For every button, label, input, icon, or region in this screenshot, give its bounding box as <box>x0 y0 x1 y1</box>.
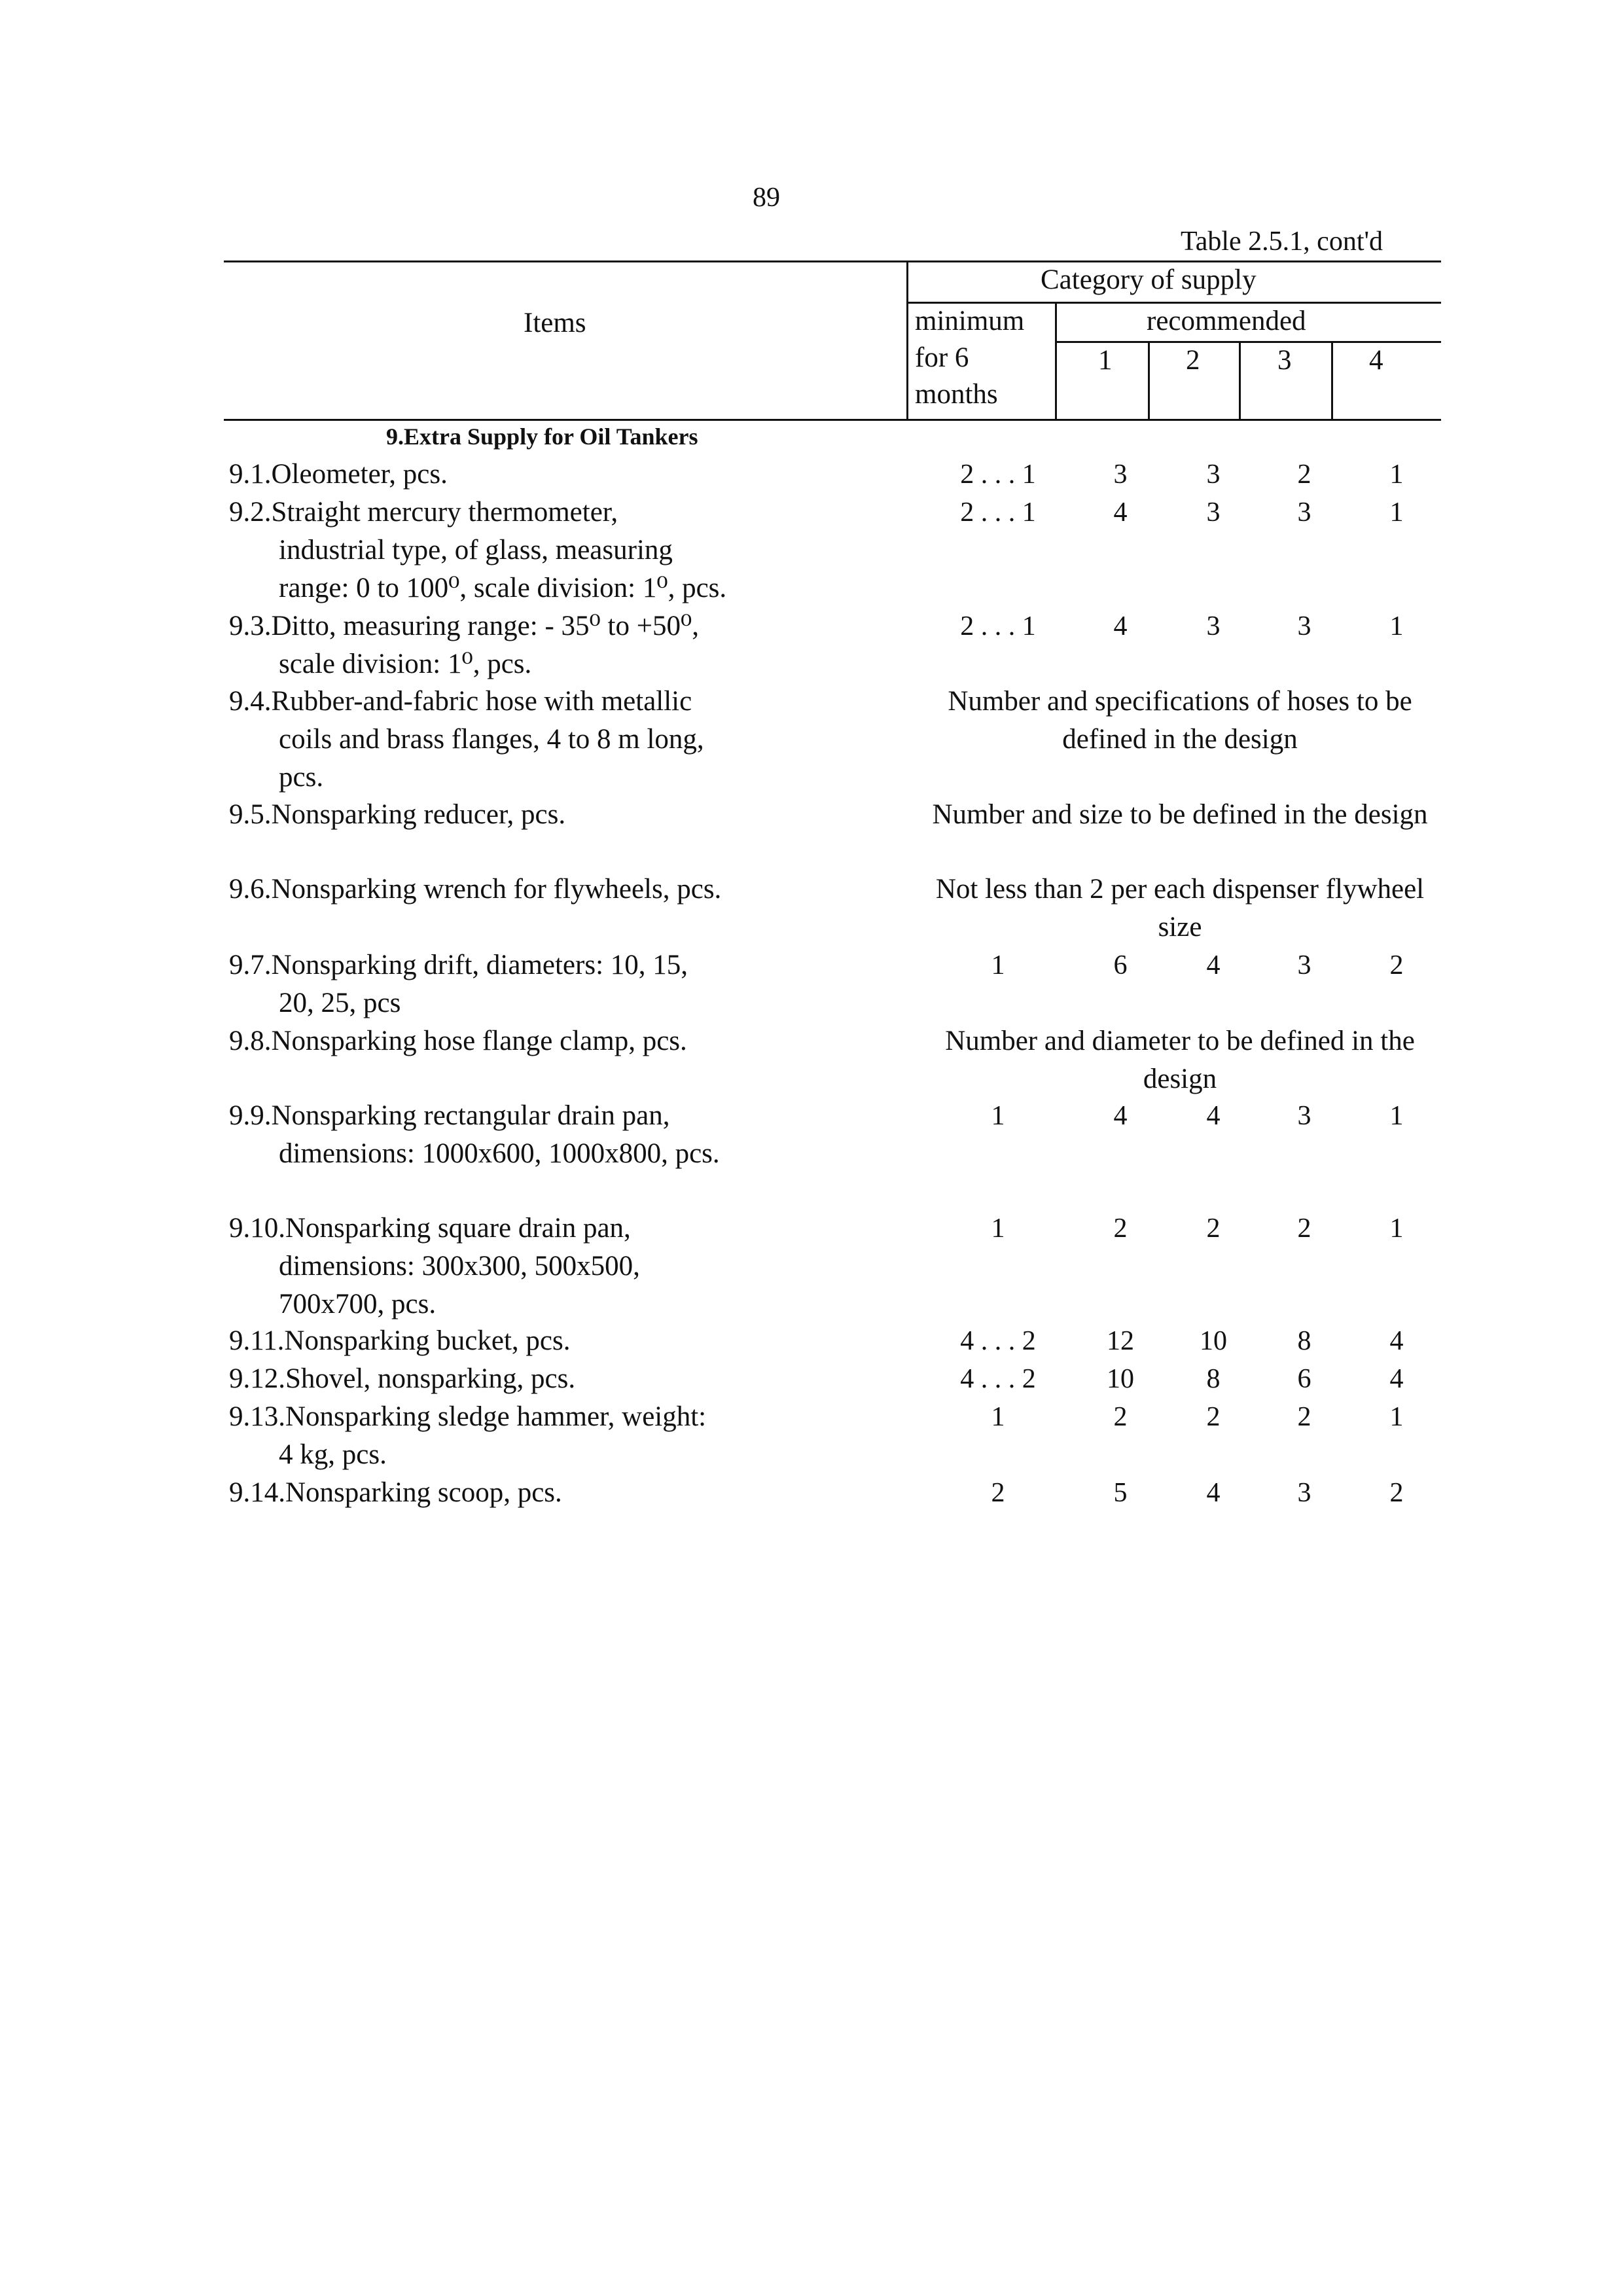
value-cat-4: 1 <box>1389 1402 1404 1432</box>
value-cat-3: 3 <box>1297 497 1311 528</box>
header-bottom-rule <box>224 419 1441 421</box>
header-recommended: recommended <box>1147 306 1306 336</box>
item-description <box>229 1398 818 1474</box>
value-cat-3: 3 <box>1297 611 1311 641</box>
item-label: 9.3.Ditto, measuring range: - 35⁰ to +50⁰, <box>229 611 699 641</box>
value-cat-2: 3 <box>1206 497 1221 528</box>
header-vline-minimum <box>1055 302 1057 420</box>
value-note: Number and specifications of hoses to be defined in the design <box>948 686 1412 755</box>
header-vline-col3 <box>1239 341 1241 420</box>
item-description <box>229 1360 818 1398</box>
item-label: 9.4.Rubber-and-fabric hose with metallic <box>229 686 692 717</box>
value-cat-4: 2 <box>1389 1478 1404 1508</box>
item-description <box>229 456 818 493</box>
header-col-2: 2 <box>1186 345 1200 376</box>
value-cat-4: 1 <box>1389 1101 1404 1131</box>
value-minimum: 2 . . . 1 <box>960 611 1036 641</box>
item-description <box>229 870 818 908</box>
value-cat-1: 4 <box>1113 611 1128 641</box>
header-vline-col4 <box>1331 341 1333 420</box>
value-cat-2: 3 <box>1206 459 1221 490</box>
item-label: 9.7.Nonsparking drift, diameters: 10, 15, <box>229 950 688 980</box>
value-cat-3: 8 <box>1297 1326 1311 1356</box>
value-cat-1: 10 <box>1107 1364 1134 1394</box>
item-label: 9.9.Nonsparking rectangular drain pan, <box>229 1100 670 1131</box>
value-cat-4: 1 <box>1389 497 1404 528</box>
item-label: 9.14.Nonsparking scoop, pcs. <box>229 1477 562 1508</box>
value-cat-1: 5 <box>1113 1478 1128 1508</box>
value-cat-2: 4 <box>1206 1101 1221 1131</box>
table-caption: Table 2.5.1, cont'd <box>1181 226 1383 257</box>
header-col-3: 3 <box>1277 345 1292 376</box>
item-label: 9.11.Nonsparking bucket, pcs. <box>229 1325 571 1356</box>
item-label-continued: 4 kg, pcs. <box>279 1439 387 1470</box>
value-cat-2: 8 <box>1206 1364 1221 1394</box>
item-description <box>229 796 818 834</box>
value-minimum: 1 <box>991 1402 1005 1432</box>
item-label: 9.12.Shovel, nonsparking, pcs. <box>229 1363 576 1394</box>
value-cat-3: 2 <box>1297 1402 1311 1432</box>
value-cat-3: 3 <box>1297 1478 1311 1508</box>
value-cat-3: 2 <box>1297 459 1311 490</box>
item-label-continued: scale division: 1⁰, pcs. <box>279 649 532 679</box>
header-minimum: minimum for 6 months <box>915 306 1025 410</box>
value-cat-4: 1 <box>1389 459 1404 490</box>
value-minimum: 1 <box>991 1101 1005 1131</box>
value-cat-4: 1 <box>1389 611 1404 641</box>
value-cat-2: 2 <box>1206 1402 1221 1432</box>
header-vline-items <box>906 260 908 420</box>
value-note: Number and diameter to be defined in the design <box>945 1026 1415 1094</box>
item-label: 9.10.Nonsparking square drain pan, <box>229 1213 631 1244</box>
item-label-continued: 20, 25, pcs <box>279 988 401 1018</box>
value-cat-2: 2 <box>1206 1213 1221 1244</box>
header-vline-col2 <box>1148 341 1150 420</box>
header-col-1: 1 <box>1098 345 1113 376</box>
value-note: Not less than 2 per each dispenser flywheel size <box>935 874 1425 942</box>
item-label-continued: industrial type, of glass, measuring range: 0 to 100⁰, scale division: 1⁰, pcs. <box>279 535 727 603</box>
item-label: 9.1.Oleometer, pcs. <box>229 459 448 490</box>
value-cat-1: 4 <box>1113 497 1128 528</box>
item-label-continued: dimensions: 1000x600, 1000x800, pcs. <box>279 1138 720 1169</box>
value-minimum: 4 . . . 2 <box>960 1364 1036 1394</box>
item-label: 9.13.Nonsparking sledge hammer, weight: <box>229 1401 707 1432</box>
header-col-4: 4 <box>1369 345 1383 376</box>
value-cat-4: 4 <box>1389 1364 1404 1394</box>
value-cat-2: 3 <box>1206 611 1221 641</box>
value-cat-1: 2 <box>1113 1213 1128 1244</box>
value-minimum: 1 <box>991 950 1005 980</box>
item-description <box>229 1210 818 1323</box>
value-minimum: 4 . . . 2 <box>960 1326 1036 1356</box>
item-description <box>229 1097 818 1173</box>
item-label-continued: coils and brass flanges, 4 to 8 m long, pcs. <box>279 724 704 793</box>
header-rule-recommended <box>1055 341 1441 343</box>
value-minimum: 2 . . . 1 <box>960 459 1036 490</box>
value-cat-3: 6 <box>1297 1364 1311 1394</box>
value-cat-1: 2 <box>1113 1402 1128 1432</box>
item-label: 9.5.Nonsparking reducer, pcs. <box>229 799 566 830</box>
value-cat-3: 3 <box>1297 950 1311 980</box>
value-minimum: 1 <box>991 1213 1005 1244</box>
value-cat-3: 3 <box>1297 1101 1311 1131</box>
item-description <box>229 1322 818 1360</box>
item-label: 9.6.Nonsparking wrench for flywheels, pcs. <box>229 874 722 905</box>
value-cat-2: 4 <box>1206 1478 1221 1508</box>
item-description <box>229 946 818 1022</box>
item-description <box>229 607 818 683</box>
item-label-continued: dimensions: 300x300, 500x500, 700x700, pcs. <box>279 1251 640 1319</box>
value-cat-4: 2 <box>1389 950 1404 980</box>
header-top-rule <box>224 260 1441 262</box>
value-cat-1: 12 <box>1107 1326 1134 1356</box>
value-cat-4: 1 <box>1389 1213 1404 1244</box>
item-description <box>229 1474 818 1512</box>
item-label: 9.8.Nonsparking hose flange clamp, pcs. <box>229 1026 687 1056</box>
value-minimum: 2 . . . 1 <box>960 497 1036 528</box>
value-note: Number and size to be defined in the design <box>932 799 1428 830</box>
value-cat-1: 3 <box>1113 459 1128 490</box>
value-cat-4: 4 <box>1389 1326 1404 1356</box>
header-items: Items <box>524 308 586 338</box>
page-number: 89 <box>753 183 780 213</box>
item-description <box>229 1022 818 1060</box>
value-cat-2: 4 <box>1206 950 1221 980</box>
value-cat-1: 6 <box>1113 950 1128 980</box>
item-description <box>229 683 818 797</box>
value-cat-2: 10 <box>1200 1326 1227 1356</box>
section-title: 9.Extra Supply for Oil Tankers <box>386 423 698 450</box>
value-cat-3: 2 <box>1297 1213 1311 1244</box>
value-cat-1: 4 <box>1113 1101 1128 1131</box>
item-label: 9.2.Straight mercury thermometer, <box>229 497 618 528</box>
item-description <box>229 493 818 607</box>
value-minimum: 2 <box>991 1478 1005 1508</box>
header-category: Category of supply <box>1041 264 1257 295</box>
